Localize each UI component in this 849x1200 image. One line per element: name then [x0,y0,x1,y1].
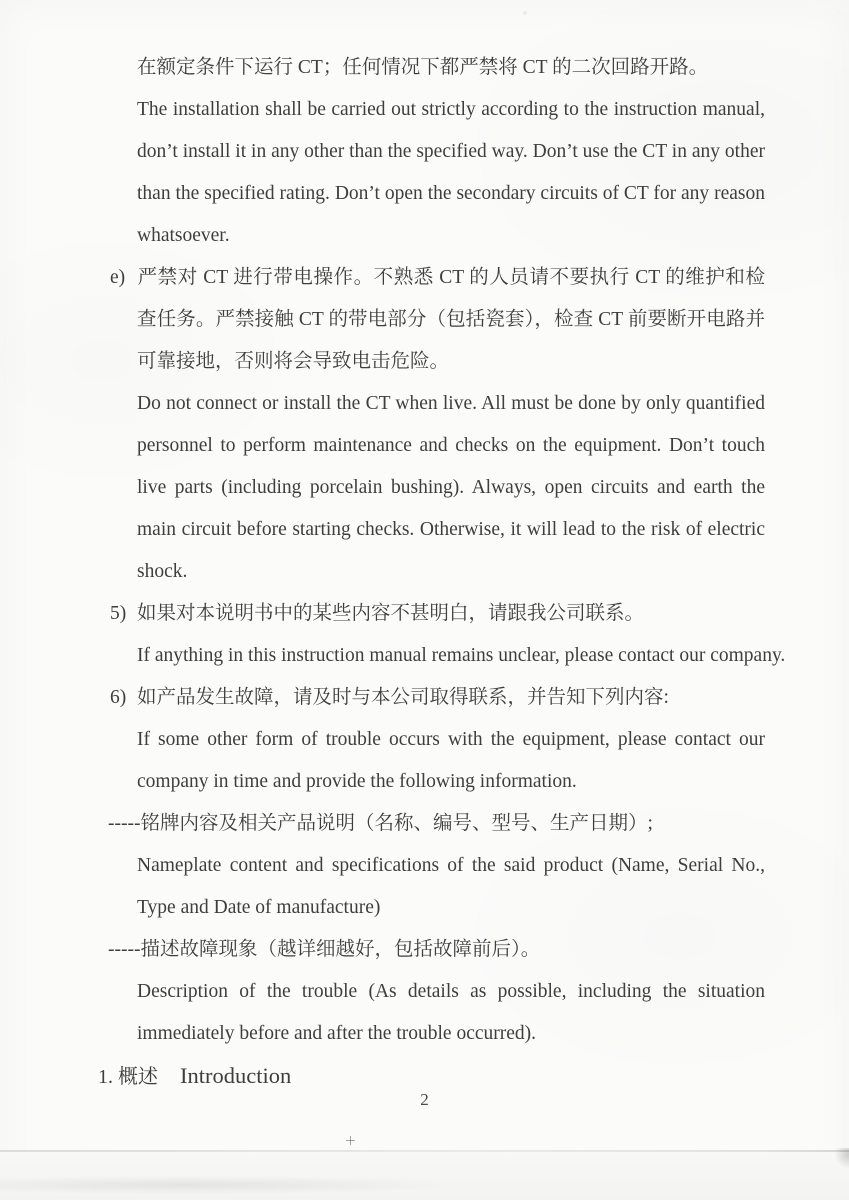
list-item-6 [110,677,765,719]
list-item-e-text: 严禁对 CT 进行带电操作。不熟悉 CT 的人员请不要执行 CT 的维护和检查任务。严禁接触 CT 的带电部分（包括瓷套），检查 CT 前要断开电路并可靠接地，否则将会导致电击危险。 [137,267,765,372]
dash-item-trouble-zh: -----描述故障现象（越详细越好，包括故障前后）。 [108,939,541,960]
paragraph-en-trouble-contact: If some other form of trouble occurs with the equipment, please contact our company in time and provide the following information. [137,729,765,792]
paragraph-en-live-work: Do not connect or install the CT when live. All must be done by only quantified personnel to perform maintenance and checks on the equipment. Don’t touch live parts (including porcelain bushing). Always, open circuits and earth the main circuit before starting checks. Otherwise, it will lead to the risk of electric shock. [137,393,765,582]
scan-speck-cross [346,1136,355,1145]
paragraph-en-nameplate: Nameplate content and specifications of the said product (Name, Serial No., Type and Date of manufacture) [137,855,765,918]
paragraph-en-trouble-description: Description of the trouble (As details as possible, including the situation immediately before and after the trouble occurred). [137,981,765,1044]
list-label-e: e) [110,267,126,288]
scan-speck-dot [522,10,528,16]
list-item-5-text: 如果对本说明书中的某些内容不甚明白，请跟我公司联系。 [137,603,645,624]
list-label-6: 6) [110,687,127,708]
dash-item-nameplate-zh: -----铭牌内容及相关产品说明（名称、编号、型号、生产日期）; [108,813,653,834]
document-text-block [0,47,849,1097]
paragraph-zh-rated-operation: 在额定条件下运行 CT；任何情况下都严禁将 CT 的二次回路开路。 [137,57,709,78]
paragraph-en-installation: The installation shall be carried out strictly according to the instruction manual, don’t install it in any other than the specified way. Don’t use the CT in any other than the specified rating. Don’t open the secondary circuits of CT for any reason whatsoever. [137,99,765,246]
section-heading-en: Introduction [180,1063,292,1088]
scan-artifact-corner [835,1148,849,1168]
list-item-6-text: 如产品发生故障，请及时与本公司取得联系，并告知下列内容: [137,687,669,708]
list-item-5 [110,593,765,635]
paragraph-en-unclear-contact: If anything in this instruction manual remains unclear, please contact our company. [137,645,786,666]
page-number: 2 [420,1090,429,1109]
scan-artifact-smudge [0,1176,460,1194]
section-heading-zh: 1. 概述 [98,1066,158,1088]
list-label-5: 5) [110,603,127,624]
list-item-e [110,257,765,383]
